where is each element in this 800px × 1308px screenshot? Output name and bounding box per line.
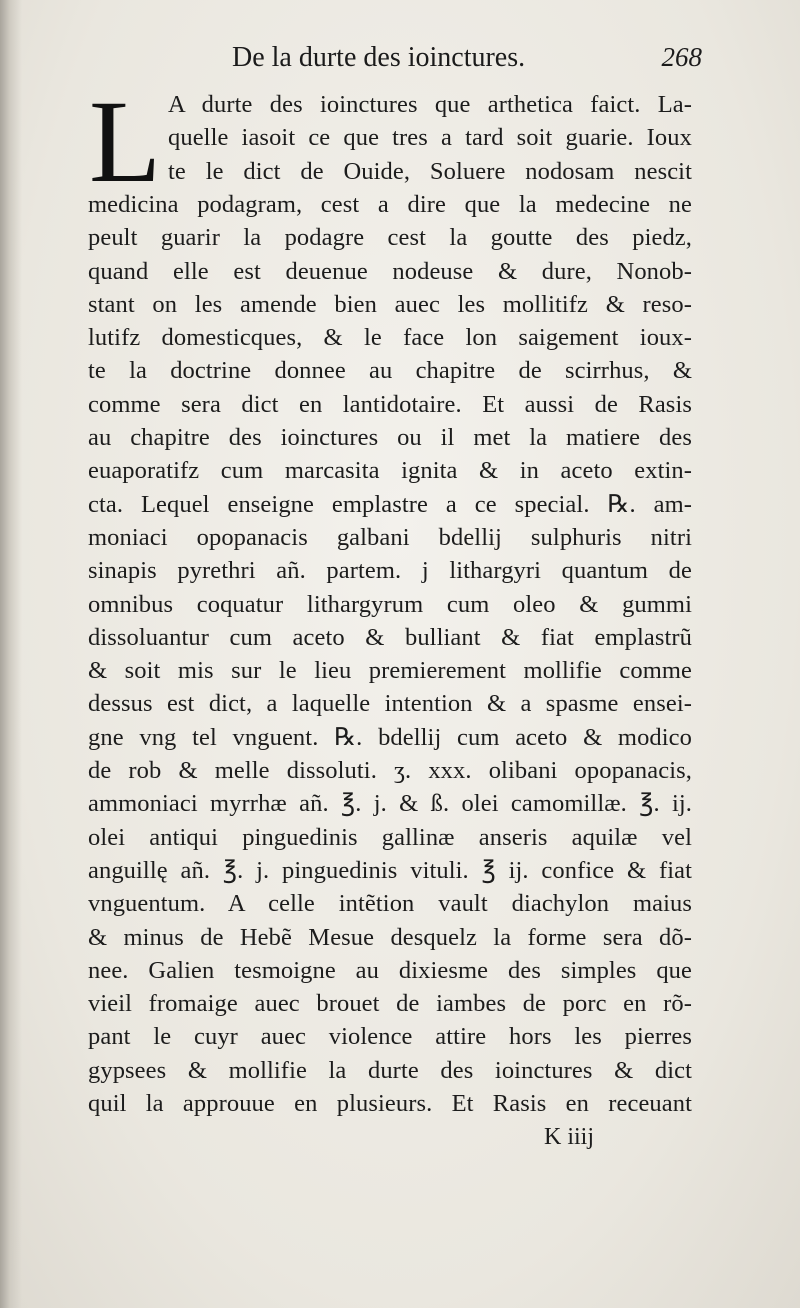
text-line: gypsees & mollifie la durte des ioinctures & dict bbox=[88, 1056, 692, 1084]
running-title: De la durte des ioinctures. bbox=[232, 42, 526, 73]
text-line: gne vng tel vnguent. ℞. bdellij cum aceto & modico bbox=[88, 723, 692, 751]
signature-mark: K iiij bbox=[543, 1124, 594, 1150]
text-line: moniaci opopanacis galbani bdellij sulphuris nitri bbox=[88, 523, 692, 551]
text-line: cta. Lequel enseigne emplastre a ce special. ℞. am- bbox=[88, 490, 692, 518]
text-line: nee. Galien tesmoigne au dixiesme des simples que bbox=[88, 956, 692, 984]
text-line: anguillę añ. ℥. j. pinguedinis vituli. ℥ ij. confice & fiat bbox=[88, 856, 692, 884]
text-line: te le dict de Ouide, Soluere nodosam nescit bbox=[168, 157, 692, 185]
text-line: & minus de Hebẽ Mesue desquelz la forme sera dõ- bbox=[88, 923, 692, 951]
text-line: vieil fromaige auec brouet de iambes de porc en rõ- bbox=[88, 990, 692, 1018]
text-line: quil la approuue en plusieurs. Et Rasis en receuant bbox=[88, 1090, 692, 1117]
text-line: olei antiqui pinguedinis gallinæ anseris aquilæ vel bbox=[88, 823, 692, 851]
text-line: sinapis pyrethri añ. partem. j lithargyri quantum de bbox=[88, 557, 692, 585]
text-line: au chapitre des ioinctures ou il met la matiere des bbox=[88, 424, 692, 451]
text-line: ammoniaci myrrhæ añ. ℥. j. & ß. olei camomillæ. ℥. ij. bbox=[88, 790, 692, 818]
text-line: de rob & melle dissoluti. ʒ. xxx. olibani opopanacis, bbox=[88, 757, 692, 784]
text-line: te la doctrine donnee au chapitre de scirrhus, & bbox=[88, 357, 692, 385]
text-line: vnguentum. A celle intẽtion vault diachylon maius bbox=[88, 890, 692, 918]
text-line: euaporatifz cum marcasita ignita & in aceto extin- bbox=[88, 457, 692, 485]
text-line: peult guarir la podagre cest la goutte des piedz, bbox=[88, 224, 692, 252]
text-line: lutifz domesticques, & le face lon saigement ioux- bbox=[88, 324, 692, 352]
drop-capital: L bbox=[88, 76, 162, 207]
page-number: 268 bbox=[661, 42, 702, 72]
text-line: dessus est dict, a laquelle intention & a spasme ensei- bbox=[88, 690, 692, 718]
text-line: medicina podagram, cest a dire que la medecine ne bbox=[88, 190, 692, 218]
text-line: dissoluantur cum aceto & bulliant & fiat emplastrũ bbox=[88, 623, 692, 651]
text-line: comme sera dict en lantidotaire. Et aussi de Rasis bbox=[88, 390, 692, 418]
text-line: omnibus coquatur lithargyrum cum oleo & gummi bbox=[88, 590, 692, 618]
text-line: A durte des ioinctures que arthetica faict. La- bbox=[168, 91, 692, 118]
text-line: pant le cuyr auec violence attire hors les pierres bbox=[88, 1023, 692, 1051]
text-line: quand elle est deuenue nodeuse & dure, Nonob- bbox=[88, 257, 692, 285]
text-line: quelle iasoit ce que tres a tard soit guarie. Ioux bbox=[168, 124, 692, 152]
text-line: stant on les amende bien auec les mollitifz & reso- bbox=[88, 290, 692, 318]
text-line: & soit mis sur le lieu premierement mollifie comme bbox=[88, 657, 692, 685]
